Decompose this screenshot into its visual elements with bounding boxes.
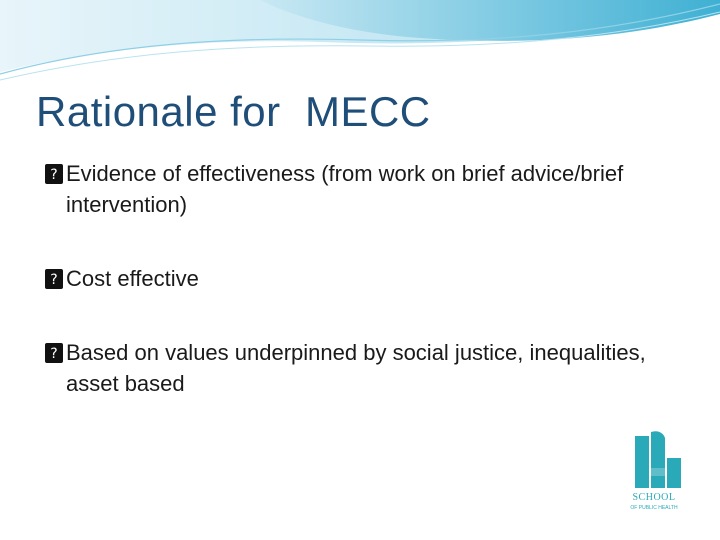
svg-text:?: ?	[50, 346, 58, 362]
unknown-glyph-icon	[44, 268, 64, 290]
header-wave-decoration	[0, 0, 720, 90]
unknown-glyph-icon	[44, 163, 64, 185]
svg-text:?: ?	[50, 272, 58, 288]
bullet-item	[44, 158, 704, 220]
bullet-text: Evidence of effectiveness (from work on brief advice/brief intervention)	[66, 161, 624, 217]
slide-title: Rationale for MECC	[36, 88, 431, 135]
logo-name: SCHOOL	[632, 492, 676, 503]
svg-text:?: ?	[50, 167, 58, 183]
bullet-item	[44, 337, 704, 399]
logo-subtitle: OF PUBLIC HEALTH	[630, 505, 678, 511]
unknown-glyph-icon	[44, 342, 64, 364]
bullet-text: Based on values underpinned by social justice, inequalities, asset based	[66, 340, 646, 396]
bullet-item	[44, 263, 704, 294]
bullet-list	[44, 158, 704, 399]
bullet-text: Cost effective	[66, 266, 199, 291]
